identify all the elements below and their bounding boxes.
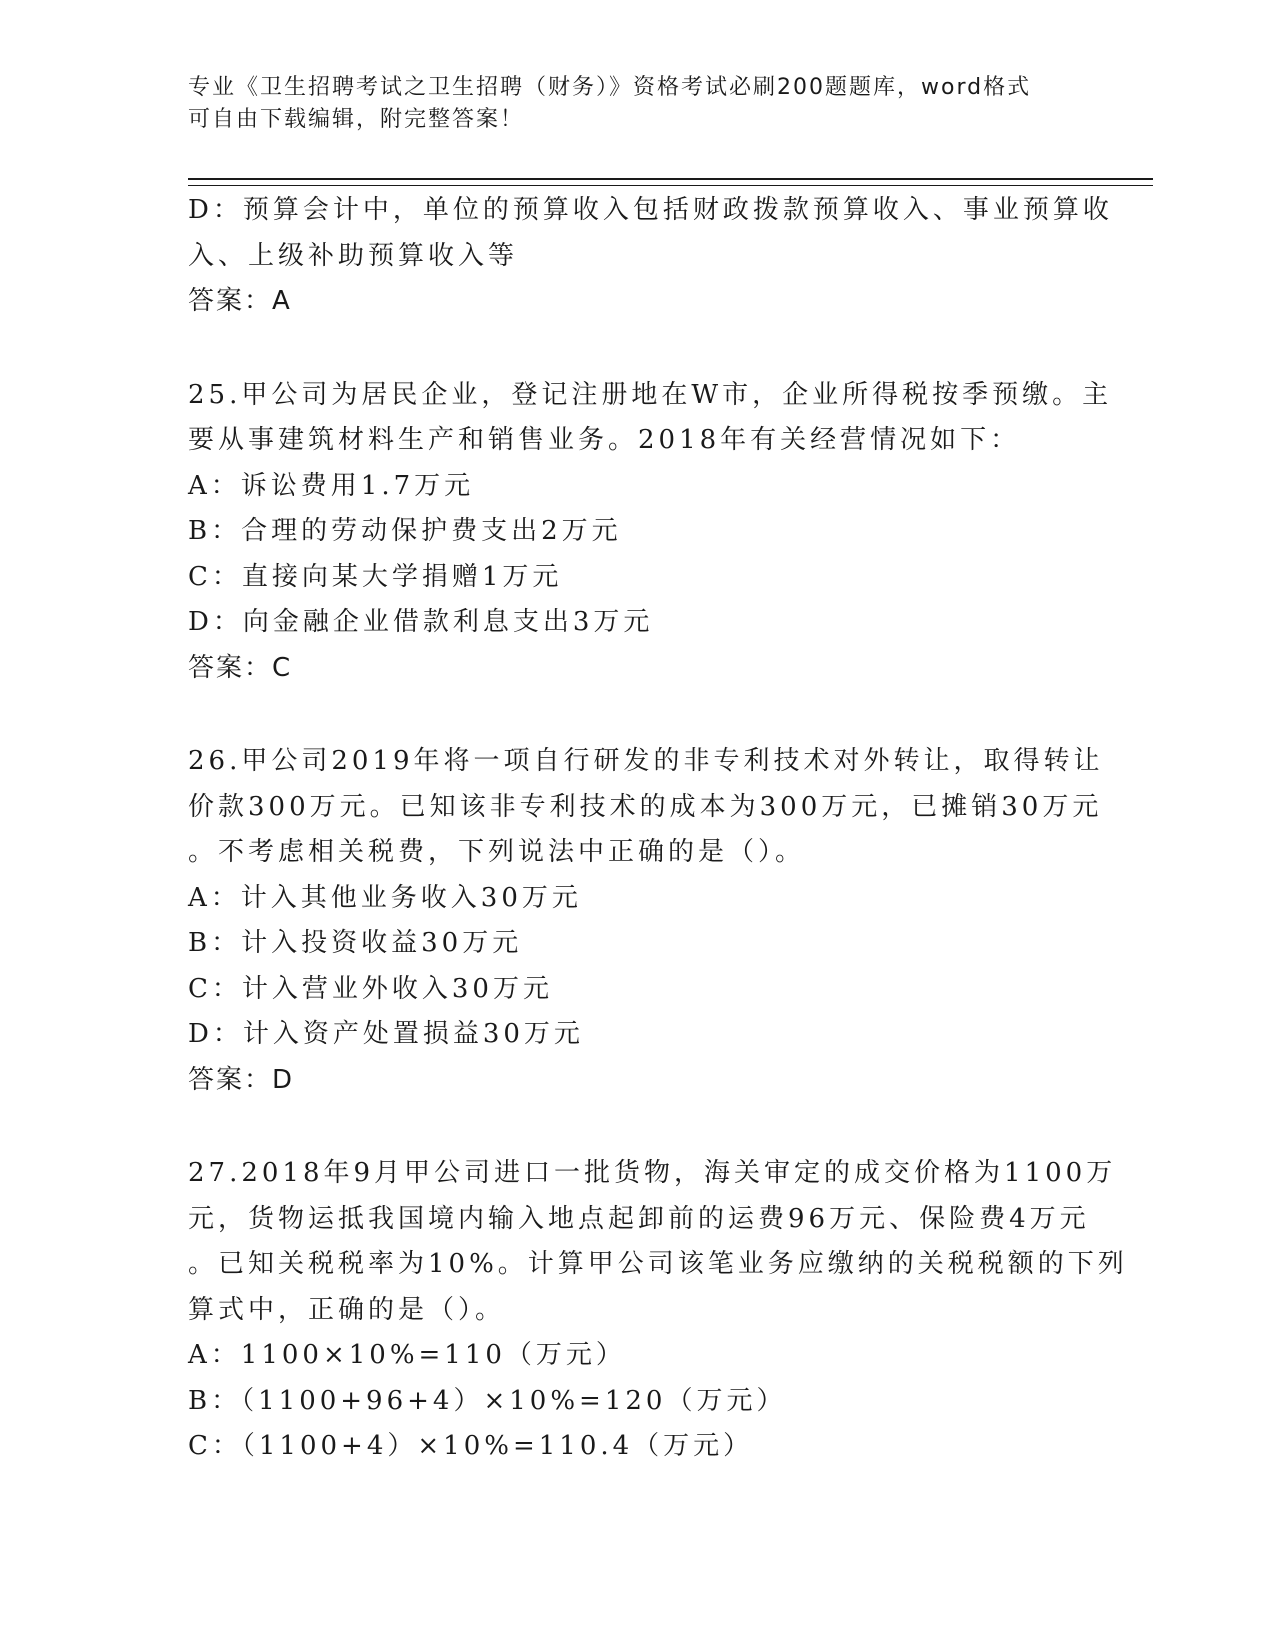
option-a: A：诉讼费用1.7万元 bbox=[188, 470, 475, 501]
header-title-line-1: 专业《卫生招聘考试之卫生招聘（财务）》资格考试必刷200题题库，word格式 bbox=[188, 75, 1032, 100]
question-stem-line-2: 要从事建筑材料生产和销售业务。2018年有关经营情况如下： bbox=[188, 425, 1021, 455]
question-27 bbox=[188, 1151, 1128, 1470]
answer-label: 答案：C bbox=[188, 652, 293, 683]
option-b: B：合理的劳动保护费支出2万元 bbox=[188, 516, 622, 546]
question-stem-line-2: 元，货物运抵我国境内输入地点起卸前的运费96万元、保险费4万元 bbox=[188, 1203, 1090, 1234]
question-stem-line-1: 27.2018年9月甲公司进口一批货物，海关审定的成交价格为1100万 bbox=[188, 1158, 1117, 1188]
option-c: C：计入营业外收入30万元 bbox=[188, 973, 553, 1004]
question-stem-line-1: 25.甲公司为居民企业，登记注册地在W市，企业所得税按季预缴。主 bbox=[188, 379, 1113, 410]
answer-label: 答案：A bbox=[188, 286, 292, 316]
answer-label: 答案：D bbox=[188, 1064, 295, 1095]
header-title-line-2: 可自由下载编辑，附完整答案！ bbox=[188, 107, 525, 132]
document-body bbox=[188, 188, 1128, 1470]
question-stem-line-3: 。不考虑相关税费，下列说法中正确的是（）。 bbox=[188, 837, 806, 867]
option-c: C：直接向某大学捐赠1万元 bbox=[188, 561, 563, 592]
option-d: D：计入资产处置损益30万元 bbox=[188, 1019, 584, 1049]
question-stem-line-1: 26.甲公司2019年将一项自行研发的非专利技术对外转让，取得转让 bbox=[188, 746, 1104, 776]
option-a: A：计入其他业务收入30万元 bbox=[188, 882, 582, 913]
question-25 bbox=[188, 373, 1113, 692]
page-header bbox=[188, 72, 1088, 136]
question-26 bbox=[188, 739, 1104, 1103]
option-b: B：计入投资收益30万元 bbox=[188, 928, 523, 958]
option-a: A：1100×10%=110（万元） bbox=[188, 1340, 626, 1370]
option-b: B：（1100+96+4）×10%=120（万元） bbox=[188, 1385, 787, 1416]
option-c: C：（1100+4）×10%=110.4（万元） bbox=[188, 1431, 754, 1461]
option-d-line-1: D：预算会计中，单位的预算收入包括财政拨款预算收入、事业预算收 bbox=[188, 195, 1113, 225]
question-stem-line-3: 。已知关税税率为10%。计算甲公司该笔业务应缴纳的关税税额的下列 bbox=[188, 1249, 1128, 1279]
option-d: D：向金融企业借款利息支出3万元 bbox=[188, 607, 654, 637]
question-previous-tail bbox=[188, 188, 1113, 325]
header-divider bbox=[188, 178, 1153, 186]
question-stem-line-4: 算式中，正确的是（）。 bbox=[188, 1294, 506, 1325]
question-stem-line-2: 价款300万元。已知该非专利技术的成本为300万元，已摊销30万元 bbox=[188, 791, 1103, 822]
option-d-line-2: 入、上级补助预算收入等 bbox=[188, 240, 519, 271]
